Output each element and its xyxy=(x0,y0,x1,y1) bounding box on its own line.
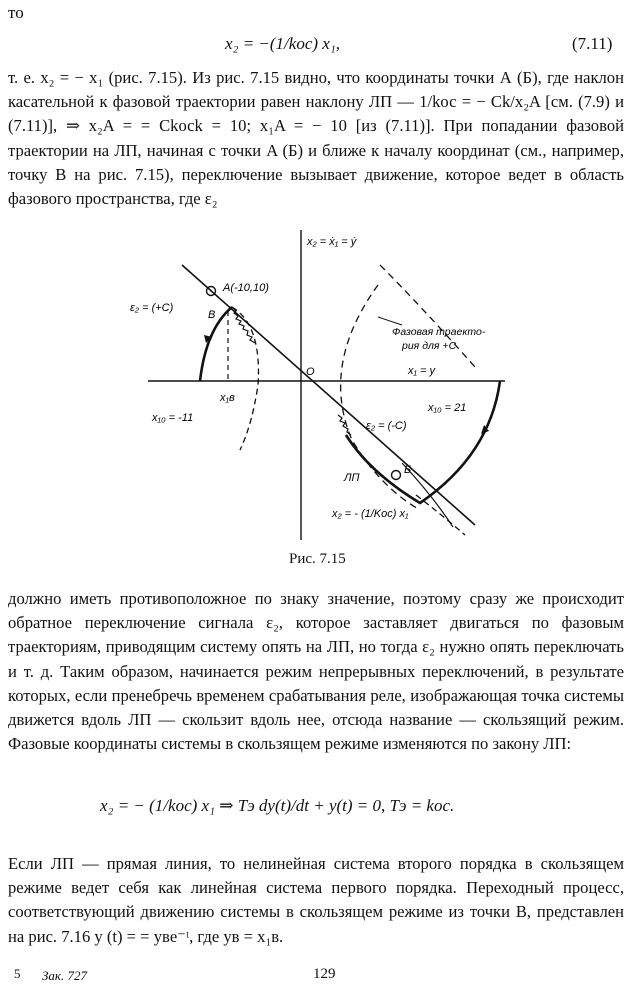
footer-order: Зак. 727 xyxy=(42,968,88,983)
equation-7-11: x₂ = −(1/kос) x₁, xyxy=(225,34,340,53)
figure-7-15 xyxy=(120,225,520,550)
paragraph-1: т. е. x₂ = − x₁ (рис. 7.15). Из рис. 7.15 видно, что координаты точки А (Б), где наклон касательной к фазовой траектории равен наклону ЛП — 1/kос = − Ck/x₂A [см. (7.9) и (7.11)], ⇒ x₂A = = Ckосk = 10; x₁A = − 10 [из (7.11)]. При попадании фазовой траектории на ЛП, начиная с точки A (Б) и ближе к началу координат (см., например, точку B на рис. 7.15), переключение вызывает движение, которое ведет в область фазового пространства, где ε₂ xyxy=(8,68,624,209)
origin-label: O xyxy=(306,366,315,378)
note-leader xyxy=(378,317,402,325)
point-a-label: A(-10,10) xyxy=(223,282,269,294)
paragraph-2: должно иметь противоположное по знаку значение, поэтому сразу же происходит обратное переключение сигнала ε₂, которое заставляет двигаться по фазовым траекториям, приводящим систему опять на ЛП, но тогда ε₂ нужно опять переключать и т. д. Таким образом, начинается режим непрерывных переключений, в результате которых, если пренебречь временем срабатывания реле, изображающая точка системы движется вдоль ЛП — скользит вдоль нее, отсюда название — скользящий режим. Фазовые координаты системы в скользящем режиме изменяются по закону ЛП: xyxy=(8,589,624,754)
trajectory-left-solid xyxy=(200,307,232,381)
x-axis-label: x₁ = y xyxy=(408,365,436,377)
point-b2-label: Б xyxy=(404,464,412,476)
eps-minus-label: ε₂ = (-C) xyxy=(366,420,407,432)
top-word: то xyxy=(8,3,24,22)
x10-left-label: x₁₀ = -11 xyxy=(152,412,194,424)
y-axis-label: x₂ = ẋ₁ = ẏ xyxy=(307,236,357,248)
footer-left: 5 xyxy=(14,966,21,981)
x1b-label: x₁в xyxy=(220,392,235,404)
traj-note-line2: рия для +C xyxy=(402,340,457,352)
figure-caption: Рис. 7.15 xyxy=(289,551,346,567)
lp-label: ЛП xyxy=(344,472,360,484)
paragraph-3: Если ЛП — прямая линия, то нелинейная система второго порядка в скользящем режиме ведет себя как линейная система первого порядка. Переходный процесс, соответствующий движению системы в скользящем режиме из точки B, представлен на рис. 7.16 y (t) = = yвe⁻ᵗ, где yв = x₁в. xyxy=(8,854,624,946)
x10-right-label: x₁₀ = 21 xyxy=(428,402,467,414)
trajectory-right-solid xyxy=(346,381,500,503)
equation-7-11-number: (7.11) xyxy=(572,34,613,53)
point-b2-marker xyxy=(392,471,401,480)
traj-note-line1: Фазовая траекто- xyxy=(392,326,486,338)
point-b-label: B xyxy=(208,309,216,321)
lp-eq-label: x₂ = - (1/Kос) x₁ xyxy=(332,508,409,520)
page-number: 129 xyxy=(313,966,336,982)
eps-plus-label: ε₂ = (+C) xyxy=(130,302,174,314)
equation-sliding: x₂ = − (1/kос) x₁ ⇒ Tэ dy(t)/dt + y(t) = 0, Tэ = kос. xyxy=(100,796,455,815)
